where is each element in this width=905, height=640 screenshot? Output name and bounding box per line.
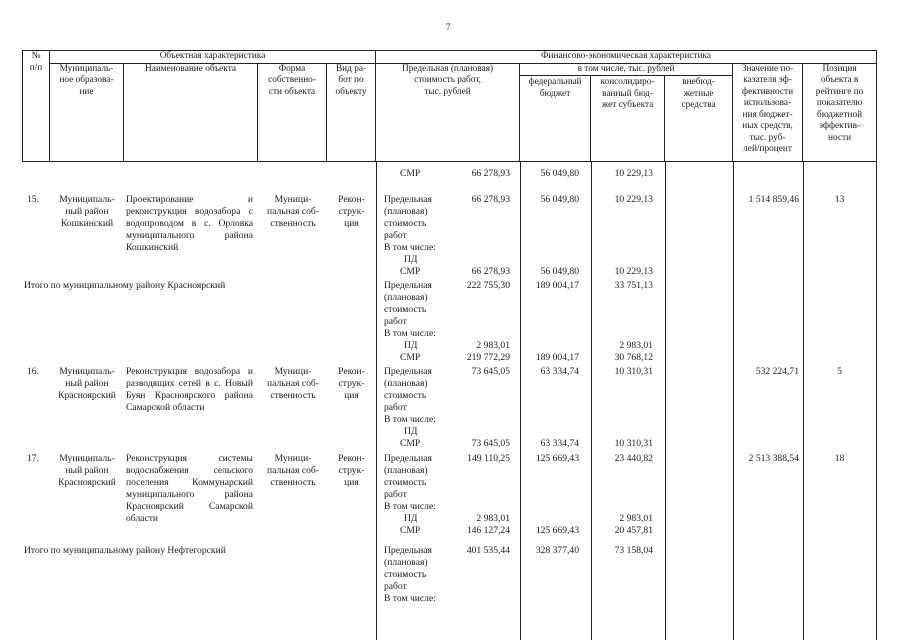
row15-municipality: Муниципаль- ный район Кошкинский [59,194,115,229]
header-federal: федеральный бюджет [520,76,591,162]
row17-ownership: Муници- пальная соб- ственность [267,453,319,488]
row16-ownership: Муници- пальная соб- ственность [267,366,319,401]
total-krasnoyarsky-pd-cost: 2 983,01 [476,340,510,351]
header-consolidated: консолидиро- ванный бюд- жет субъекта [591,76,665,162]
row15-smr-label: СМР [400,266,421,277]
row17-num: 17. [27,453,39,464]
row17-smr-consolidated: 20 457,81 [614,525,653,536]
header-incl: в том числе, тыс. рублей [520,63,733,76]
row17-indicator: 2 513 388,54 [748,453,799,464]
row16-smr-label: СМР [400,438,421,449]
row16-object-name: Реконструкция водозабора и разводящих сетей в с. Новый Буян Красноярского района Самарской области [126,366,253,413]
header-num: № п/п [23,51,50,162]
row16-indicator: 532 224,71 [755,366,799,377]
row17-consolidated: 23 440,82 [614,453,653,464]
row17-position: 18 [834,453,845,464]
row17-pd-cost: 2 983,01 [476,513,510,524]
total-krasnoyarsky-cost-label: Предельная (плановая) стоимость работ В том числе: [384,280,436,339]
row15-pd-label: ПД [404,254,418,265]
row15-work-type: Рекон- струк- ция [338,194,365,229]
row15-consolidated: 10 229,13 [614,194,653,205]
row16-num: 16. [27,366,39,377]
table-header [22,50,877,162]
top-smr-consolidated: 10 229,13 [614,168,653,179]
total-krasnoyarsky-label: Итого по муниципальному району Красноярский [24,280,226,291]
row16-smr-cost: 73 645,05 [471,438,510,449]
row16-position: 5 [837,366,842,377]
row17-smr-federal: 125 669,43 [535,525,579,536]
row16-consolidated: 10 310,31 [614,366,653,377]
row16-cost-label: Предельная (плановая) стоимость работ В том числе: [384,366,436,425]
row15-object-name: Проектирование и реконструкция водозабора с водопроводом в с. Орловка муниципального района Кошкинский [126,194,253,253]
column-line [876,162,877,640]
top-smr-label: СМР [400,168,421,179]
header-finance-group: Финансово-экономическая характеристика [376,51,877,64]
total-neftegorsky-consolidated: 73 158,04 [614,545,653,556]
header-ownership: Форма собственно- сти объекта [258,63,327,162]
row15-cost-label: Предельная (плановая) стоимость работ В том числе: [384,194,436,253]
total-krasnoyarsky-smr-cost: 219 772,29 [466,352,510,363]
row15-ownership: Муници- пальная соб- ственность [267,194,319,229]
column-line [803,162,804,640]
row17-smr-label: СМР [400,525,421,536]
row17-cost: 149 110,25 [467,453,510,464]
total-krasnoyarsky-smr-label: СМР [400,352,421,363]
total-neftegorsky-cost-label: Предельная (плановая) стоимость работ В том числе: [384,545,436,604]
row16-smr-federal: 63 334,74 [540,438,579,449]
column-line [733,162,734,640]
header-offbudget: внебюд- жетные средства [665,76,733,162]
total-krasnoyarsky-pd-consolidated: 2 983,01 [619,340,653,351]
total-krasnoyarsky-consolidated: 33 751,13 [614,280,653,291]
header-object-group: Объектная характеристика [50,51,376,64]
row15-smr-consolidated: 10 229,13 [614,266,653,277]
total-krasnoyarsky-cost: 222 755,30 [466,280,510,291]
total-neftegorsky-label: Итого по муниципальному району Нефтегорский [24,545,226,556]
total-krasnoyarsky-smr-consolidated: 30 768,12 [614,352,653,363]
header-cost: Предельная (плановая) стоимость работ, тыс. рублей [376,63,520,162]
page-number: 7 [446,22,451,32]
row17-federal: 125 669,43 [535,453,579,464]
row15-smr-federal: 56 049,80 [540,266,579,277]
column-line [665,162,666,640]
row16-cost: 73 645,05 [471,366,510,377]
total-krasnoyarsky-pd-label: ПД [404,340,418,351]
row17-smr-cost: 146 127,24 [466,525,510,536]
row17-municipality: Муниципаль- ный район Красноярский [58,453,116,488]
column-line [376,162,377,640]
row16-work-type: Рекон- струк- ция [338,366,365,401]
total-krasnoyarsky-federal: 189 004,17 [535,280,579,291]
header-object-name: Наименование объекта [124,63,258,162]
total-neftegorsky-federal: 328 377,40 [535,545,579,556]
header-municipality: Муниципаль- ное образова- ние [50,63,124,162]
row16-federal: 63 334,74 [540,366,579,377]
header-work-type: Вид ра- бот по объекту [327,63,376,162]
row16-municipality: Муниципаль- ный район Красноярский [58,366,116,401]
top-smr-cost: 66 278,93 [471,168,510,179]
total-krasnoyarsky-smr-federal: 189 004,17 [535,352,579,363]
row17-object-name: Реконструкция системы водоснабжения сельского поселения Коммунарский муниципального района Красноярский Самарской области [126,453,253,524]
header-position: Позиция объекта в рейтинге по показателю бюджетной эффектив- ности [803,63,877,162]
row16-smr-consolidated: 10 310,31 [614,438,653,449]
row15-indicator: 1 514 859,46 [748,194,799,205]
row15-cost: 66 278,93 [471,194,510,205]
column-line [591,162,592,640]
row17-cost-label: Предельная (плановая) стоимость работ В том числе: [384,453,436,512]
row17-pd-consolidated: 2 983,01 [619,513,653,524]
row17-pd-label: ПД [404,513,418,524]
row16-pd-label: ПД [404,426,418,437]
row15-smr-cost: 66 278,93 [471,266,510,277]
header-indicator: Значение по- казателя эф- фективности использова- ния бюджет- ных средств, тыс. руб- лей/процент [733,63,803,162]
total-neftegorsky-cost: 401 535,44 [466,545,510,556]
row15-federal: 56 049,80 [540,194,579,205]
row15-num: 15. [27,194,39,205]
top-smr-federal: 56 049,80 [540,168,579,179]
row17-work-type: Рекон- струк- ция [338,453,365,488]
column-line [520,162,521,640]
row15-position: 13 [834,194,845,205]
